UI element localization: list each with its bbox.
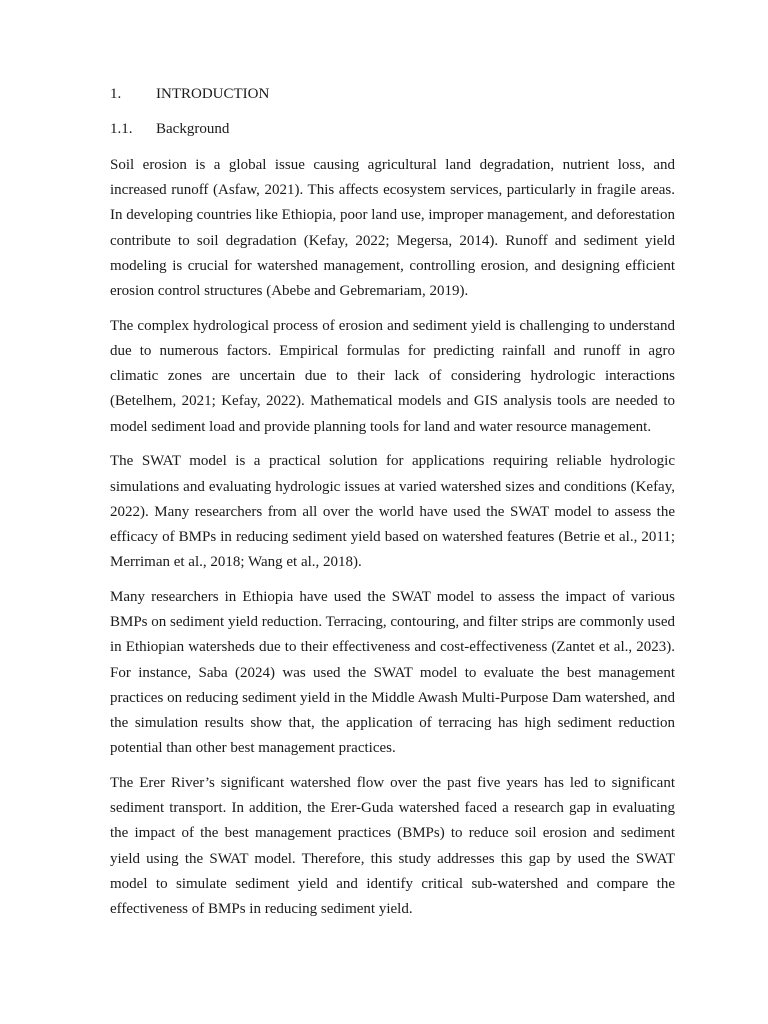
subsection-number: 1.1. — [110, 121, 133, 137]
paragraph-swat-model: The SWAT model is a practical solution for applications requiring reliable hydrologic simulations and evaluating hydrologic issues at varied watershed sizes and conditions (Kefay, 2022). Many researchers from all over the world have used the SWAT model to assess the efficacy of BMPs in reducing sediment yield based on watershed features (Betrie et al., 2011; Merriman et al., 2018; Wang et al., 2018). — [110, 453, 675, 571]
section-title: INTRODUCTION — [156, 86, 270, 102]
subsection-title: Background — [156, 121, 230, 137]
section-number: 1. — [110, 86, 122, 102]
paragraph-soil-erosion: Soil erosion is a global issue causing agricultural land degradation, nutrient loss, and increased runoff (Asfaw, 2021). This affects ecosystem services, particularly in fragile areas. In developing countries like Ethiopia, poor land use, improper management, and deforestation contribute to soil degradation (Kefay, 2022; Megersa, 2014). Runoff and sediment yield modeling is crucial for watershed management, controlling erosion, and designing efficient erosion control structures (Abebe and Gebremariam, 2019). — [110, 157, 675, 300]
subsection-heading — [110, 119, 675, 139]
paragraph-hydrological-process: The complex hydrological process of erosion and sediment yield is challenging to understand due to numerous factors. Empirical formulas for predicting rainfall and runoff in agro climatic zones are uncertain due to their lack of considering hydrologic interactions (Betelhem, 2021; Kefay, 2022). Mathematical models and GIS analysis tools are needed to model sediment load and provide planning tools for land and water resource management. — [110, 317, 675, 435]
document-page — [110, 84, 675, 932]
paragraph-erer-river: The Erer River’s significant watershed flow over the past five years has led to significant sediment transport. In addition, the Erer-Guda watershed faced a research gap in evaluating the impact of the best management practices (BMPs) to reduce soil erosion and sediment yield using the SWAT model. Therefore, this study addresses this gap by used the SWAT model to simulate sediment yield and identify critical sub-watershed and compare the effectiveness of BMPs in reducing sediment yield. — [110, 775, 675, 918]
section-heading — [110, 84, 675, 104]
paragraph-ethiopia-research: Many researchers in Ethiopia have used the SWAT model to assess the impact of various BMPs on sediment yield reduction. Terracing, contouring, and filter strips are commonly used in Ethiopian watersheds due to their effectiveness and cost-effectiveness (Zantet et al., 2023). For instance, Saba (2024) was used the SWAT model to evaluate the best management practices on reducing sediment yield in the Middle Awash Multi-Purpose Dam watershed, and the simulation results show that, the application of terracing has high sediment reduction potential than other best management practices. — [110, 589, 675, 757]
